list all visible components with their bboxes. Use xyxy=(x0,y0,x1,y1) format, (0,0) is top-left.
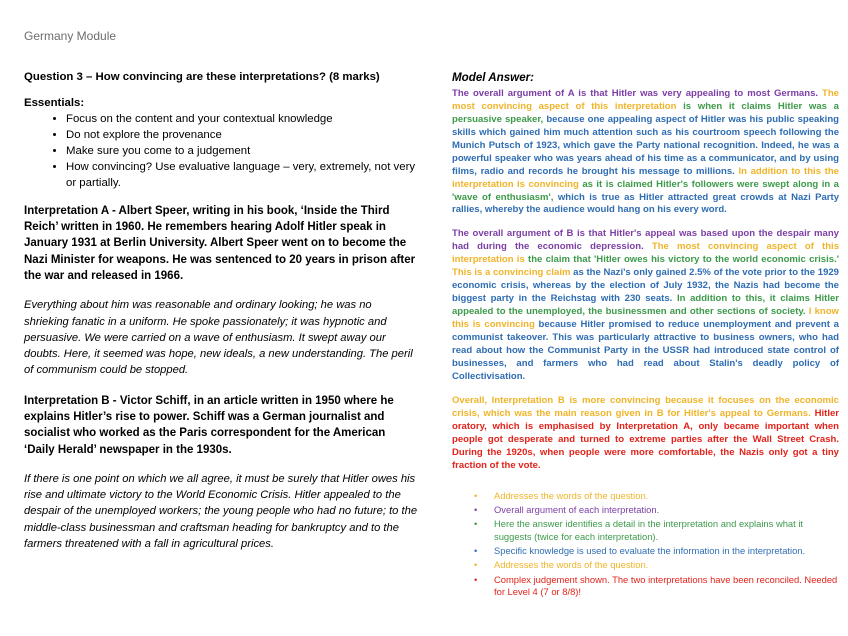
answer-segment: The most convincing aspect of this interpretation xyxy=(452,87,839,112)
bullet-icon: • xyxy=(474,573,478,585)
interpretation-b-quote: If there is one point on which we all agree, it must be surely that Hitler owes his rise and ultimate victory to the World Economic Crisis. Hitler appealed to the despair of the unemployed workers; the young people who had no future; to the middle-class businessman and craftsman heading for bankruptcy and to the farmers threatened with a fall in agricultural prices. xyxy=(24,472,418,550)
answer-segment: The most convincing aspect of this interpretation is xyxy=(452,241,840,266)
answer-segment: In addition to this the interpretation is convincing xyxy=(452,165,839,190)
key-item xyxy=(474,518,842,543)
answer-segment: because Hitler promised to reduce unemployment and prevent a communist takeover. This was particularly attractive to business owners, who had read about how the Communist Party in the USSR had introduced state control of businesses, and farmers who had read about Stalin's deadly policy of Collectivisation. xyxy=(452,319,839,383)
answer-segment: I know this is convincing xyxy=(452,306,839,331)
interpretation-a-source: Interpretation A - Albert Speer, writing in his book, ‘Inside the Third Reich’ written in 1960. He remembers hearing Adolf Hitler speak in January 1931 at Berlin University. Albert Speer went on to become the Nazi Minister for weapons. He was sentenced to 20 years in prison after the war and released in 1966. xyxy=(24,204,416,283)
module-title: Germany Module xyxy=(24,29,117,43)
essentials-list xyxy=(24,112,419,192)
interpretation-a-quote: Everything about him was reasonable and ordinary looking; he was no shrieking fanatic in a uniform. He spoke passionately; it was hypnotic and persuasive. We were carried on a wave of enthusiasm. It swept away our doubts. Here, it seemed was hope, new ideals, a new understanding. The peril of communism could be stopped. xyxy=(24,299,413,377)
answer-segment: In addition to this, it claims Hitler appealed to the unemployed, the businessmen and other sections of society. xyxy=(452,293,839,318)
key-item-label: Overall argument of each interpretation. xyxy=(494,504,660,516)
bullet-icon: • xyxy=(474,504,478,516)
key-item xyxy=(474,490,842,503)
essentials-item: • How convincing? Use evaluative language – very, extremely, not very or partially. xyxy=(66,160,419,192)
answer-segment: is when it claims Hitler was a persuasive speaker, xyxy=(452,100,839,125)
colour-key-list xyxy=(474,490,842,601)
answer-segment: This is a convincing claim xyxy=(452,267,574,279)
answer-segment: the claim that 'Hitler owes his victory to the world economic crisis.' xyxy=(528,254,839,266)
question-heading: Question 3 – How convincing are these interpretations? (8 marks) xyxy=(24,71,380,83)
key-item xyxy=(474,504,842,517)
answer-segment: Overall, Interpretation B is more convincing because it focuses on the economic crisis, which was the main reason given in B for Hitler's appeal to Germans. xyxy=(452,395,839,420)
essentials-item: • Make sure you come to a judgement xyxy=(66,144,419,160)
key-item-label: Here the answer identifies a detail in the interpretation and explains what it suggests (twice for each interpretation). xyxy=(494,518,804,543)
bullet-icon: • xyxy=(474,518,478,530)
key-item-label: Specific knowledge is used to evaluate the information in the interpretation. xyxy=(494,545,806,557)
model-answer-column xyxy=(452,70,839,484)
key-item-label: Complex judgement shown. The two interpretations have been reconciled. Needed for Level 4 (7 or 8/8)! xyxy=(494,573,838,598)
key-item xyxy=(474,545,842,558)
essentials-title: Essentials: xyxy=(24,96,85,109)
model-answer-paragraph-3 xyxy=(452,395,839,473)
key-item-label: Addresses the words of the question. xyxy=(494,559,649,571)
bullet-icon: • xyxy=(474,545,478,557)
answer-segment: because one appealing aspect of Hitler was his public speaking skills which gained him much attention such as his courtroom speech following the Munich Putsch of 1923, which gave the Party national recognition. Indeed, he was a powerful speaker who was years ahead of his time as a communicator, and by using films, radio and records he brought his message to millions. xyxy=(452,113,839,177)
key-item-label: Addresses the words of the question. xyxy=(494,490,649,501)
bullet-icon: • xyxy=(474,559,478,571)
answer-segment: which is true as Hitler attracted great crowds at Nazi Party rallies, whereby the audience would hang on his every word. xyxy=(452,191,840,216)
essentials-item: • Focus on the content and your contextual knowledge xyxy=(66,112,419,128)
answer-segment: The overall argument of A is that Hitler was very appealing to most Germans. xyxy=(452,87,823,99)
model-answer-paragraph-2 xyxy=(452,228,839,384)
essentials-item: • Do not explore the provenance xyxy=(66,128,419,144)
interpretation-b-source: Interpretation B - Victor Schiff, in an article written in 1950 where he explains Hitler’s rise to power. Schiff was a German journalist and socialist who worked as the Paris correspondent for the American ‘Daily Herald’ newspaper in the 1930s. xyxy=(24,394,394,456)
answer-segment: as the Nazi's only gained 2.5% of the vote prior to the 1929 economic crisis, whereas by the election of July 1932, the Nazis had become the biggest party in the Reichstag with 230 seats. xyxy=(452,267,839,305)
model-answer-title: Model Answer: xyxy=(452,71,535,84)
answer-segment: Hitler oratory, which is emphasised by Interpretation A, only became important when people got desperate and turned to extreme parties after the Wall Street Crash. During the 1920s, when people were more comfortable, the Nazis only got a tiny fraction of the vote. xyxy=(452,408,839,471)
answer-segment: as it is claimed Hitler's followers were swept along in a 'wave of enthusiasm', xyxy=(452,178,839,203)
answer-segment: The overall argument of B is that Hitler's appeal was based upon the despair many had during the economic depression. xyxy=(452,228,839,253)
model-answer-paragraph-1 xyxy=(452,88,839,218)
key-item xyxy=(474,574,842,599)
bullet-icon: • xyxy=(474,490,478,501)
question-column xyxy=(24,70,419,566)
key-item xyxy=(474,559,842,572)
